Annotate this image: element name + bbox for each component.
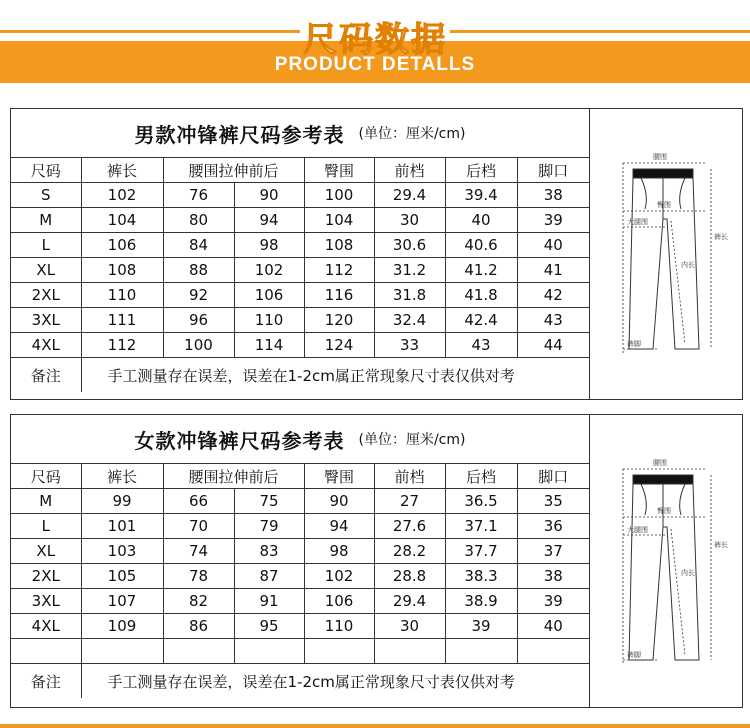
table-cell: 101 xyxy=(81,514,163,539)
table-cell: 109 xyxy=(81,614,163,639)
men-title-text: 男款冲锋裤尺码参考表 xyxy=(134,122,345,147)
table-cell: 100 xyxy=(304,183,374,208)
banner-title-en: PRODUCT DETALLS xyxy=(274,54,476,75)
note-label: 备注 xyxy=(11,358,81,393)
diagram-hem-label: 裤脚 xyxy=(627,651,641,659)
footer-accent-line xyxy=(0,724,750,728)
table-cell xyxy=(11,639,81,664)
table-row xyxy=(11,283,589,308)
table-cell xyxy=(517,639,589,664)
column-header: 尺码 xyxy=(11,464,81,489)
table-cell: 106 xyxy=(304,589,374,614)
table-cell: 79 xyxy=(234,514,304,539)
table-cell: 80 xyxy=(163,208,234,233)
table-row xyxy=(11,514,589,539)
table-cell: 112 xyxy=(81,333,163,358)
table-cell: 90 xyxy=(234,183,304,208)
women-table-title xyxy=(11,415,589,464)
table-cell: 110 xyxy=(234,308,304,333)
table-cell: 38.9 xyxy=(445,589,517,614)
table-cell: 42.4 xyxy=(445,308,517,333)
table-cell: 70 xyxy=(163,514,234,539)
table-cell: 35 xyxy=(517,489,589,514)
table-cell: M xyxy=(11,489,81,514)
banner-title-cn: 尺码数据 xyxy=(303,20,447,60)
table-row xyxy=(11,208,589,233)
diagram-thigh-label: 大腿围 xyxy=(627,218,648,226)
table-cell: 90 xyxy=(304,489,374,514)
table-cell: 84 xyxy=(163,233,234,258)
table-cell: 110 xyxy=(304,614,374,639)
table-cell xyxy=(374,639,445,664)
note-text: 手工测量存在误差，误差在1-2cm属正常现象尺寸表仅供对考 xyxy=(81,664,589,699)
table-cell: 3XL xyxy=(11,308,81,333)
table-row xyxy=(11,333,589,358)
table-row xyxy=(11,308,589,333)
table-cell: 105 xyxy=(81,564,163,589)
column-header: 腰围拉伸前后 xyxy=(163,158,304,183)
table-cell: 37.1 xyxy=(445,514,517,539)
table-cell: 30.6 xyxy=(374,233,445,258)
table-cell: 39 xyxy=(517,208,589,233)
table-cell: 104 xyxy=(304,208,374,233)
table-cell: 38 xyxy=(517,183,589,208)
table-cell: M xyxy=(11,208,81,233)
table-cell: 4XL xyxy=(11,333,81,358)
table-cell: 112 xyxy=(304,258,374,283)
table-cell xyxy=(304,639,374,664)
note-row xyxy=(11,358,589,393)
pants-outline-icon xyxy=(601,149,741,359)
table-cell: 40 xyxy=(517,233,589,258)
women-title-text: 女款冲锋裤尺码参考表 xyxy=(134,428,345,453)
table-cell: 31.8 xyxy=(374,283,445,308)
table-cell: 41.2 xyxy=(445,258,517,283)
table-cell: 106 xyxy=(234,283,304,308)
table-cell: 31.2 xyxy=(374,258,445,283)
column-header: 后档 xyxy=(445,464,517,489)
table-cell: L xyxy=(11,233,81,258)
table-cell: 102 xyxy=(304,564,374,589)
table-cell: 27 xyxy=(374,489,445,514)
table-cell: 107 xyxy=(81,589,163,614)
table-cell: 4XL xyxy=(11,614,81,639)
diagram-length-label: 裤长 xyxy=(714,233,728,241)
table-cell: 37.7 xyxy=(445,539,517,564)
women-size-table xyxy=(11,464,589,698)
note-text: 手工测量存在误差，误差在1-2cm属正常现象尺寸表仅供对考 xyxy=(81,358,589,393)
table-cell: 30 xyxy=(374,614,445,639)
table-cell: 36.5 xyxy=(445,489,517,514)
table-cell: 66 xyxy=(163,489,234,514)
table-row xyxy=(11,539,589,564)
table-cell: 95 xyxy=(234,614,304,639)
diagram-inseam-label: 内长 xyxy=(681,261,695,269)
table-cell: 98 xyxy=(304,539,374,564)
table-cell: 39 xyxy=(517,589,589,614)
table-cell: 38.3 xyxy=(445,564,517,589)
table-cell xyxy=(81,639,163,664)
table-cell xyxy=(163,639,234,664)
column-header: 尺码 xyxy=(11,158,81,183)
table-row xyxy=(11,589,589,614)
header-row xyxy=(11,464,589,489)
table-cell: 41 xyxy=(517,258,589,283)
table-cell: 110 xyxy=(81,283,163,308)
men-divider xyxy=(589,109,590,399)
table-cell: 103 xyxy=(81,539,163,564)
table-cell: 99 xyxy=(81,489,163,514)
table-cell: 41.8 xyxy=(445,283,517,308)
table-cell: 40.6 xyxy=(445,233,517,258)
note-row xyxy=(11,664,589,699)
table-cell: 37 xyxy=(517,539,589,564)
table-cell: 86 xyxy=(163,614,234,639)
diagram-hip-label: 臀围 xyxy=(657,201,671,209)
column-header: 后档 xyxy=(445,158,517,183)
column-header: 前档 xyxy=(374,158,445,183)
table-cell: 28.8 xyxy=(374,564,445,589)
column-header: 脚口 xyxy=(517,158,589,183)
table-cell: 94 xyxy=(234,208,304,233)
table-cell: 92 xyxy=(163,283,234,308)
empty-row xyxy=(11,639,589,664)
diagram-waist-label: 腰围 xyxy=(653,459,667,467)
table-row xyxy=(11,183,589,208)
table-cell: 2XL xyxy=(11,283,81,308)
table-cell: 36 xyxy=(517,514,589,539)
table-cell: S xyxy=(11,183,81,208)
table-row xyxy=(11,489,589,514)
column-header: 臀围 xyxy=(304,158,374,183)
table-cell: 102 xyxy=(234,258,304,283)
men-size-panel xyxy=(10,108,743,400)
table-cell: 111 xyxy=(81,308,163,333)
table-cell: 44 xyxy=(517,333,589,358)
table-cell: 33 xyxy=(374,333,445,358)
table-cell: 30 xyxy=(374,208,445,233)
header-banner xyxy=(0,0,750,88)
table-cell: XL xyxy=(11,258,81,283)
table-row xyxy=(11,233,589,258)
table-cell: 39 xyxy=(445,614,517,639)
table-row xyxy=(11,564,589,589)
table-cell: 74 xyxy=(163,539,234,564)
table-cell: 108 xyxy=(81,258,163,283)
table-cell: 28.2 xyxy=(374,539,445,564)
column-header: 前档 xyxy=(374,464,445,489)
table-cell: 88 xyxy=(163,258,234,283)
table-cell: 40 xyxy=(445,208,517,233)
table-cell: 102 xyxy=(81,183,163,208)
column-header: 脚口 xyxy=(517,464,589,489)
men-table-title xyxy=(11,109,589,158)
header-row xyxy=(11,158,589,183)
table-cell: 32.4 xyxy=(374,308,445,333)
table-cell: 43 xyxy=(445,333,517,358)
table-cell: 39.4 xyxy=(445,183,517,208)
table-cell: 82 xyxy=(163,589,234,614)
table-cell: 91 xyxy=(234,589,304,614)
diagram-thigh-label: 大腿围 xyxy=(627,526,648,534)
table-cell: 94 xyxy=(304,514,374,539)
table-cell: 38 xyxy=(517,564,589,589)
column-header: 裤长 xyxy=(81,158,163,183)
table-row xyxy=(11,614,589,639)
table-cell: 42 xyxy=(517,283,589,308)
pants-outline-icon xyxy=(601,455,741,675)
women-size-panel xyxy=(10,414,743,708)
table-cell: 87 xyxy=(234,564,304,589)
table-cell: 83 xyxy=(234,539,304,564)
table-cell: 27.6 xyxy=(374,514,445,539)
table-cell: XL xyxy=(11,539,81,564)
table-cell: 3XL xyxy=(11,589,81,614)
diagram-hip-label: 臀围 xyxy=(657,507,671,515)
table-cell: 29.4 xyxy=(374,589,445,614)
diagram-hem-label: 裤脚 xyxy=(627,340,641,348)
table-cell: 76 xyxy=(163,183,234,208)
diagram-length-label: 裤长 xyxy=(714,541,728,549)
table-cell: 120 xyxy=(304,308,374,333)
diagram-waist-label: 腰围 xyxy=(653,153,667,161)
table-cell: 2XL xyxy=(11,564,81,589)
column-header: 臀围 xyxy=(304,464,374,489)
column-header: 裤长 xyxy=(81,464,163,489)
men-pants-diagram xyxy=(601,149,741,359)
table-cell: 108 xyxy=(304,233,374,258)
table-cell: 29.4 xyxy=(374,183,445,208)
women-unit-text: (单位：厘米/cm) xyxy=(358,432,466,448)
table-cell: 114 xyxy=(234,333,304,358)
table-cell xyxy=(234,639,304,664)
table-cell: 40 xyxy=(517,614,589,639)
table-cell: 43 xyxy=(517,308,589,333)
table-cell: 104 xyxy=(81,208,163,233)
note-label: 备注 xyxy=(11,664,81,699)
table-cell: L xyxy=(11,514,81,539)
table-cell: 116 xyxy=(304,283,374,308)
column-header: 腰围拉伸前后 xyxy=(163,464,304,489)
table-cell: 106 xyxy=(81,233,163,258)
table-cell xyxy=(445,639,517,664)
diagram-inseam-label: 内长 xyxy=(681,569,695,577)
table-row xyxy=(11,258,589,283)
table-cell: 78 xyxy=(163,564,234,589)
men-unit-text: (单位：厘米/cm) xyxy=(358,126,466,142)
men-size-table xyxy=(11,158,589,392)
table-cell: 124 xyxy=(304,333,374,358)
women-pants-diagram xyxy=(601,455,741,675)
table-cell: 96 xyxy=(163,308,234,333)
women-divider xyxy=(589,415,590,707)
table-cell: 100 xyxy=(163,333,234,358)
table-cell: 98 xyxy=(234,233,304,258)
table-cell: 75 xyxy=(234,489,304,514)
